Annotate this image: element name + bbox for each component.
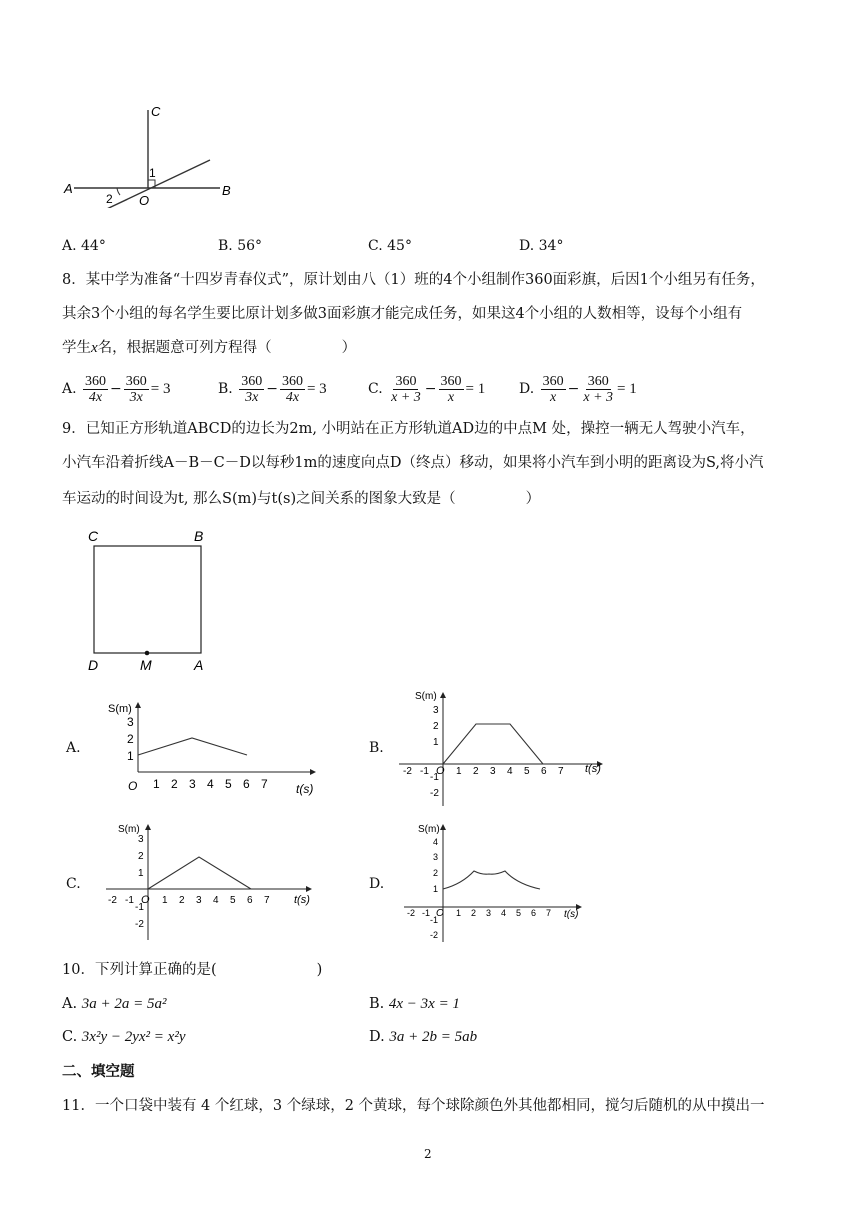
graph-a-tick-x3: 3 [189,777,196,791]
graph-b-tick-x1: 1 [456,766,462,777]
graph-c-tick-y3: 3 [138,834,144,845]
graph-a-tick-x5: 5 [225,777,232,791]
q10-option-b[interactable]: B. 4x − 3x = 1 [369,996,460,1012]
q9-option-c[interactable]: C. [66,876,81,892]
graph-b-xlabel: t(s) [585,763,601,775]
square-label-b: B [194,528,204,544]
graph-b-tick-yn2: -2 [430,788,439,799]
square-label-m: M [140,657,152,673]
graph-c-tick-x2: 2 [179,895,185,906]
graph-b[interactable] [395,688,610,810]
graph-c-tick-xn1: -1 [125,895,134,906]
q9-line1: 9．已知正方形轨道ABCD的边长为2m, 小明站在正方形轨道AD边的中点M 处，操控一辆无人驾驶小汽车， [62,421,755,437]
graph-c-tick-x5: 5 [230,895,236,906]
q9-line3: 车运动的时间设为t, 那么S(m)与t(s)之间关系的图象大致是（ ） [62,491,541,507]
q10-option-d[interactable]: D. 3a + 2b = 5ab [369,1029,478,1045]
q8-option-b[interactable]: B. $\frac{360}{3x}$ − $\frac{360}{4x}$ = 3 [218,373,327,405]
graph-c-tick-yn1: -1 [135,902,144,913]
graph-a-tick-x7: 7 [261,777,268,791]
graph-a-tick-y2: 2 [127,732,134,746]
graph-b-ylabel: S(m) [415,691,437,702]
q8-line1: 8．某中学为准备“十四岁青春仪式”，原计划由八（1）班的4个小组制作360面彩旗，后因1个小组另有任务， [62,272,765,288]
graph-d-xlabel: t(s) [564,909,579,920]
square-track-figure [84,528,224,673]
graph-a-tick-x2: 2 [171,777,178,791]
graph-a-origin: O [128,779,138,793]
graph-c-tick-x4: 4 [213,895,219,906]
q10-stem: 10．下列计算正确的是( ) [62,962,323,978]
label-o: O [139,193,150,208]
graph-a-curve [138,738,247,755]
graph-a-ylabel: S(m) [108,703,132,715]
q8-option-c[interactable]: C. $\frac{360}{x + 3}$ − $\frac{360}{x}$ = 1 [368,373,486,405]
graph-c-tick-y1: 1 [138,868,144,879]
square-label-d: D [88,657,99,673]
graph-a-tick-x4: 4 [207,777,214,791]
graph-d-curve [443,871,540,889]
q8-option-a[interactable]: A. $\frac{360}{4x}$ − $\frac{360}{3x}$ = 3 [62,373,171,405]
graph-a-xlabel: t(s) [296,782,314,796]
graph-b-origin: O [436,765,445,777]
graph-b-tick-xn1: -1 [420,766,429,777]
q10-option-a[interactable]: A. 3a + 2a = 5a² [62,996,167,1012]
label-c: C [151,104,161,119]
graph-c-tick-x1: 1 [162,895,168,906]
graph-b-curve [443,724,543,764]
graph-b-tick-yn1: -1 [430,772,439,783]
label-b: B [222,183,231,198]
graph-b-tick-x2: 2 [473,766,479,777]
q7-option-c[interactable]: C. 45° [368,238,412,254]
label-2: 2 [106,192,113,206]
q7-angle-figure [62,98,242,208]
graph-c-tick-xn2: -2 [108,895,117,906]
graph-d-tick-y3: 3 [433,852,439,862]
graph-c-tick-yn2: -2 [135,919,144,930]
q7-option-b[interactable]: B. 56° [218,238,263,254]
q11-line1: 11．一个口袋中装有 4 个红球，3 个绿球，2 个黄球，每个球除颜色外其他都相同，搅匀后随机的从中摸出一 [62,1098,765,1114]
q10-option-c[interactable]: C. 3x²y − 2yx² = x²y [62,1029,186,1045]
graph-d-tick-y2: 2 [433,868,439,878]
graph-d-tick-yn2: -2 [430,930,439,940]
graph-d-tick-x2: 2 [471,908,477,918]
graph-d-tick-x7: 7 [546,908,552,918]
q8-line3: 学生x名，根据题意可列方程得（ ） [62,340,357,356]
graph-d-tick-x5: 5 [516,908,522,918]
q9-option-d[interactable]: D. [369,876,385,892]
graph-c-origin: O [141,894,150,906]
q8-line2: 其余3个小组的每名学生要比原计划多做3面彩旗才能完成任务，如果这4个小组的人数相等，设每个小组有 [62,306,743,322]
graph-b-tick-x7: 7 [558,766,564,777]
graph-d-tick-xn2: -2 [407,908,416,918]
q8-option-d[interactable]: D. $\frac{360}{x}$ − $\frac{360}{x + 3}$ = 1 [519,373,637,405]
q9-option-a[interactable]: A. [66,740,81,756]
graph-c[interactable] [100,822,320,944]
graph-d-origin: O [436,908,444,919]
graph-a-tick-x6: 6 [243,777,250,791]
graph-b-tick-y2: 2 [433,721,439,732]
graph-b-tick-y1: 1 [433,737,439,748]
graph-c-tick-x7: 7 [264,895,270,906]
q9-option-b[interactable]: B. [369,740,384,756]
graph-d-tick-yn1: -1 [430,915,439,925]
page-number: 2 [424,1147,432,1161]
graph-d-ylabel: S(m) [418,824,440,835]
graph-b-tick-x5: 5 [524,766,530,777]
graph-c-xlabel: t(s) [294,894,310,906]
graph-c-tick-x6: 6 [247,895,253,906]
graph-c-ylabel: S(m) [118,824,140,835]
graph-d-tick-x4: 4 [501,908,507,918]
graph-d[interactable] [400,820,590,945]
graph-b-tick-xn2: -2 [403,766,412,777]
graph-d-tick-xn1: -1 [422,908,431,918]
label-1: 1 [149,166,156,180]
square-label-c: C [88,528,99,544]
section-title-fill-in: 二、填空题 [62,1064,135,1080]
graph-d-tick-y4: 4 [433,837,439,847]
graph-a-tick-y3: 3 [127,715,134,729]
graph-b-tick-y3: 3 [433,705,439,716]
graph-b-tick-x4: 4 [507,766,513,777]
graph-c-tick-y2: 2 [138,851,144,862]
graph-d-tick-x3: 3 [486,908,492,918]
graph-b-tick-x3: 3 [490,766,496,777]
graph-a-tick-x1: 1 [153,777,160,791]
graph-d-tick-x6: 6 [531,908,537,918]
graph-d-tick-x1: 1 [456,908,462,918]
graph-c-curve [148,857,251,889]
graph-a-tick-y1: 1 [127,749,134,763]
graph-b-tick-x6: 6 [541,766,547,777]
label-a: A [64,181,73,196]
graph-c-tick-x3: 3 [196,895,202,906]
graph-a[interactable] [100,700,330,800]
q7-option-a[interactable]: A. 44° [62,238,106,254]
q7-option-d[interactable]: D. 34° [519,238,564,254]
q9-line2: 小汽车沿着折线A－B－C－D以每秒1m的速度向点D（终点）移动，如果将小汽车到小明的距离设为S,将小汽 [62,455,764,471]
graph-d-tick-y1: 1 [433,884,439,894]
square-label-a: A [194,657,204,673]
